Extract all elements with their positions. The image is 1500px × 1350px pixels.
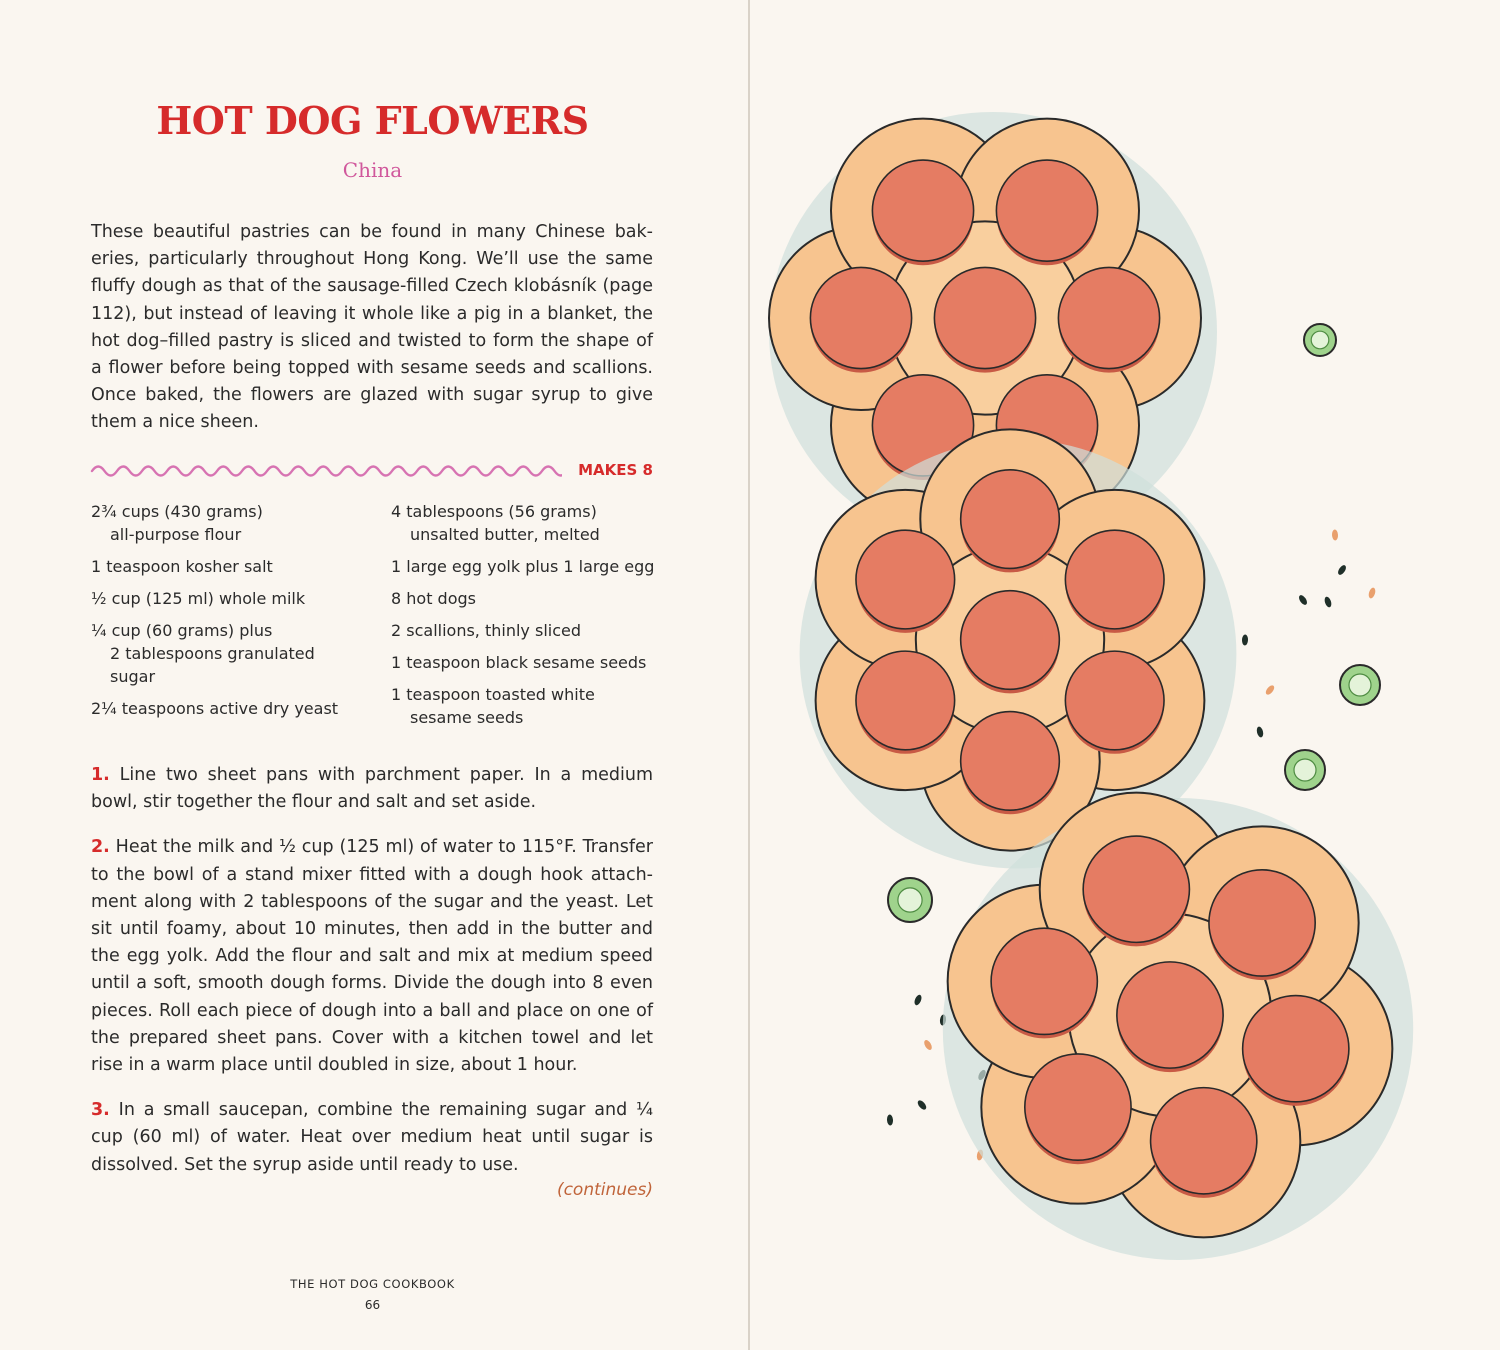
step-number: 1.	[91, 765, 110, 785]
ingredient-item: ½ cup (125 ml) whole milk	[91, 589, 306, 608]
ingredients-column-2	[391, 500, 671, 738]
method-step	[91, 1097, 653, 1179]
hot-dog-flower-pastries-illustration	[750, 0, 1500, 1350]
recipe-intro: These beautiful pastries can be found in many Chinese bakeries, particularly throughout Hong Kong. We’ll use the same fluffy dough as that of the sausage-filled Czech klobásník (page 112), but instead of leaving it whole like a pig in a blanket, the hot dog–filled pastry is sliced and twisted to form the shape of a flower before being topped with sesame seeds and scallions. Once baked, the flowers are glazed with sugar syrup to give them a nice sheen.	[91, 222, 653, 433]
ingredient-item: 2¾ cups (430 grams) all-purpose flour	[91, 502, 263, 544]
step-number: 2.	[91, 837, 110, 858]
recipe-origin: China	[342, 158, 403, 182]
step-text: In a small saucepan, combine the remaining sugar and ¼ cup (60 ml) of water. Heat over medium heat until sugar is dissolved. Set the syrup aside until ready to use.	[91, 1100, 653, 1175]
page-number: 66	[364, 1298, 381, 1312]
ingredient-item: 2 scallions, thinly sliced	[391, 621, 581, 640]
ingredient-item: 2¼ teaspoons active dry yeast	[91, 699, 339, 718]
wave-divider	[90, 459, 562, 483]
step-number: 3.	[91, 1100, 110, 1121]
book-title-footer: THE HOT DOG COOKBOOK	[290, 1277, 455, 1291]
ingredient-item: 1 teaspoon kosher salt	[91, 557, 273, 576]
step-text: Heat the milk and ½ cup (125 ml) of water to 115°F. Transfer to the bowl of a stand mixer fitted with a dough hook attachment along with 2 tablespoons of the sugar and the yeast. Let sit until foamy, about 10 minutes, then add in the butter and the egg yolk. Add the flour and salt and mix at medium speed until a soft, smooth dough forms. Divide the dough into 8 even pieces. Roll each piece of dough into a ball and place on one of the prepared sheet pans. Cover with a kitchen towel and let rise in a warm place until doubled in size, about 1 hour.	[91, 837, 653, 1076]
ingredient-item: 1 large egg yolk plus 1 large egg	[391, 557, 655, 576]
ingredient-item: 4 tablespoons (56 grams) unsalted butter, melted	[391, 502, 600, 544]
method-step	[91, 762, 653, 816]
ingredient-item: ¼ cup (60 grams) plus 2 tablespoons granulated sugar	[91, 621, 315, 686]
left-page	[0, 0, 748, 1350]
ingredient-item: 1 teaspoon black sesame seeds	[391, 653, 647, 672]
continues-note: (continues)	[556, 1180, 653, 1200]
recipe-title: HOT DOG FLOWERS	[156, 98, 589, 143]
step-text: Line two sheet pans with parchment paper. In a medium bowl, stir together the flour and salt and set aside.	[91, 765, 653, 813]
method-steps	[91, 762, 653, 1197]
ingredient-item: 1 teaspoon toasted white sesame seeds	[391, 685, 595, 727]
recipe-yield: MAKES 8	[578, 461, 653, 479]
ingredient-item: 8 hot dogs	[391, 589, 476, 608]
right-page	[750, 0, 1500, 1350]
ingredients-column-1	[91, 500, 381, 729]
method-step	[91, 834, 653, 1079]
